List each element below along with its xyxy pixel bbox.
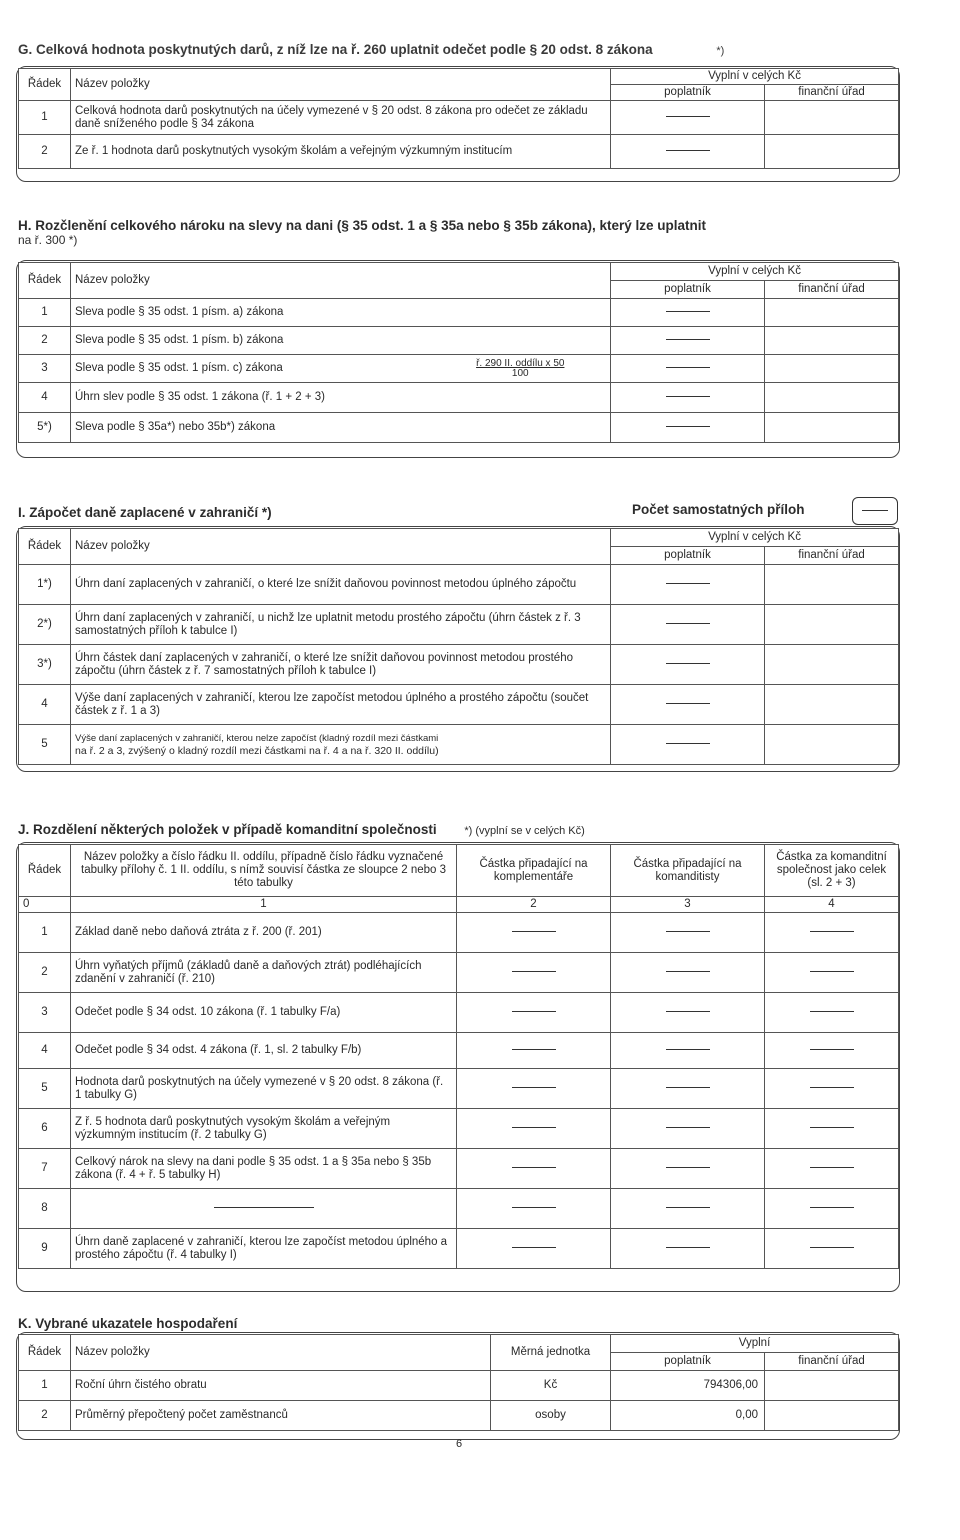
j-row8-col2-field[interactable] [457,1189,611,1229]
j-row1-col3-field[interactable] [611,913,765,953]
j-col-name: Název položky a číslo řádku II. oddílu, případně číslo řádku vyznačené tabulky přílohy č. 1 II. oddílu, s nímž souvisí částka ze sloupce 2 nebo 3 této tabulky [71,845,457,897]
section-g-note: *) [716,45,725,57]
j-row6-col4-field[interactable] [765,1109,899,1149]
table-row [19,645,899,685]
table-row [19,565,899,605]
section-i-title: I. Zápočet daně zaplacené v zahraničí *) [18,505,272,520]
j-row7-col2-field[interactable] [457,1149,611,1189]
table-row [19,299,899,327]
row-number: 3 [19,355,71,383]
i-row4-taxpayer-field[interactable] [611,685,765,725]
i-row5-label-a: Výše daní zaplacených v zahraničí, kterou nelze započíst (kladný rozdíl mezi částkami [75,732,439,744]
h-row5-taxpayer-field[interactable] [611,413,765,443]
row-number: 8 [19,1189,71,1229]
j-row4-col3-field[interactable] [611,1033,765,1069]
h-row2-taxpayer-field[interactable] [611,327,765,355]
row-label: Sleva podle § 35a*) nebo 35b*) zákona [71,413,611,443]
j-row8-label-field[interactable] [71,1189,457,1229]
i-col-row: Řádek [19,529,71,565]
i-col-taxpayer: poplatník [611,547,765,565]
j-row3-col3-field[interactable] [611,993,765,1033]
row-label: Odečet podle § 34 odst. 10 zákona (ř. 1 tabulky F/a) [71,993,457,1033]
k-row2-office-field [765,1401,899,1431]
row-label: Hodnota darů poskytnutých na účely vymezené v § 20 odst. 8 zákona (ř. 1 tabulky G) [71,1069,457,1109]
j-col-3: Částka připadající na komanditisty [611,845,765,897]
row-label: Úhrn daní zaplacených v zahraničí, o které lze snížit daňovou povinnost metodou úplného zápočtu [71,565,611,605]
table-row [19,605,899,645]
i-row2-taxpayer-field[interactable] [611,605,765,645]
row-number: 4 [19,685,71,725]
i-row1-office-field [765,565,899,605]
i-row1-taxpayer-field[interactable] [611,565,765,605]
h-row4-office-field [765,383,899,413]
row-label: Z ř. 5 hodnota darů poskytnutých vysokým školám a veřejným výzkumným institucím (ř. 2 tabulky G) [71,1109,457,1149]
row-label: Celková hodnota darů poskytnutých na účely vymezené v § 20 odst. 8 zákona pro odečet ze základu daně sníženého podle § 34 zákona [71,101,611,135]
section-j-title-text: J. Rozdělení některých položek v případě komanditní společnosti [18,822,437,837]
row-number: 1 [19,913,71,953]
i-row5-label-b: na ř. 2 a 3, zvýšený o kladný rozdíl mezi částkami na ř. 4 a na ř. 320 II. oddílu) [75,744,439,757]
h-row4-taxpayer-field[interactable] [611,383,765,413]
j-row2-col3-field[interactable] [611,953,765,993]
row-number: 1*) [19,565,71,605]
section-h-title-line2: na ř. 300 *) [18,233,78,247]
g-col-row: Řádek [19,69,71,101]
section-j-table [18,844,899,1269]
j-row2-col4-field[interactable] [765,953,899,993]
h-col-row: Řádek [19,263,71,299]
h-col-taxpayer: poplatník [611,281,765,299]
g-col-name: Název položky [71,69,611,101]
h-row5-office-field [765,413,899,443]
row-label: Roční úhrn čistého obratu [71,1371,491,1401]
j-row4-col2-field[interactable] [457,1033,611,1069]
j-col-2: Částka připadající na komplementáře [457,845,611,897]
i-row4-office-field [765,685,899,725]
j-row6-col3-field[interactable] [611,1109,765,1149]
section-j-title [18,822,585,837]
row-number: 2 [19,953,71,993]
row-number: 6 [19,1109,71,1149]
k-col-taxpayer: poplatník [611,1353,765,1371]
row-label: Úhrn vyňatých příjmů (základů daně a daňových ztrát) podléhajících zdanění v zahraničí (ř. 210) [71,953,457,993]
row-number: 5 [19,725,71,765]
j-col-4: Částka za komanditní společnost jako celek (sl. 2 + 3) [765,845,899,897]
row-label: Ze ř. 1 hodnota darů poskytnutých vysokým školám a veřejným výzkumným institucím [71,135,611,169]
row-number: 3 [19,993,71,1033]
j-row1-col4-field[interactable] [765,913,899,953]
g-row1-taxpayer-field[interactable] [611,101,765,135]
j-row3-col2-field[interactable] [457,993,611,1033]
j-row7-col4-field[interactable] [765,1149,899,1189]
row-number: 5*) [19,413,71,443]
row-number: 2 [19,327,71,355]
j-row7-col3-field[interactable] [611,1149,765,1189]
h-row3-formula-numerator: ř. 290 II. oddílu x 50 [476,357,565,369]
row-number: 2 [19,135,71,169]
table-row [19,685,899,725]
row-number: 2 [19,1401,71,1431]
j-row6-col2-field[interactable] [457,1109,611,1149]
g-row1-office-field [765,101,899,135]
j-row1-col2-field[interactable] [457,913,611,953]
i-row3-office-field [765,645,899,685]
h-row2-office-field [765,327,899,355]
k-row1-office-field [765,1371,899,1401]
j-row9-col3-field[interactable] [611,1229,765,1269]
row-label: Úhrn slev podle § 35 odst. 1 zákona (ř. 1 + 2 + 3) [71,383,611,413]
row-number: 1 [19,1371,71,1401]
section-k-title: K. Vybrané ukazatele hospodaření [18,1316,238,1331]
section-j-note: *) (vyplní se v celých Kč) [464,825,585,837]
row-label: Úhrn částek daní zaplacených v zahraničí, o které lze snížit daňovou povinnost metodou prostého zápočtu (úhrn částek z ř. 7 samostatných příloh k tabulce I) [71,645,611,685]
h-row3-formula-denominator: 100 [511,367,529,379]
i-row2-office-field [765,605,899,645]
h-row3-taxpayer-field[interactable] [611,355,765,383]
table-row [19,101,899,135]
g-col-taxpayer: poplatník [611,85,765,101]
h-row3-formula [431,355,611,383]
row-number: 3*) [19,645,71,685]
section-k-table [18,1334,899,1431]
section-h-title-line1: H. Rozčlenění celkového nároku na slevy na dani (§ 35 odst. 1 a § 35a nebo § 35b zákona), který lze uplatnit [18,218,706,233]
page-number: 6 [456,1438,463,1450]
k-col-name: Název položky [71,1335,491,1371]
table-row [19,1401,899,1431]
j-row9-col4-field[interactable] [765,1229,899,1269]
row-label: Základ daně nebo daňová ztráta z ř. 200 (ř. 201) [71,913,457,953]
j-row5-col2-field[interactable] [457,1069,611,1109]
table-row [19,413,899,443]
j-row2-col2-field[interactable] [457,953,611,993]
attachments-count-label: Počet samostatných příloh [632,502,805,517]
table-row [19,1109,899,1149]
row-number: 2*) [19,605,71,645]
section-i-table [18,528,899,765]
row-number: 5 [19,1069,71,1109]
table-row [19,1371,899,1401]
section-g-title-text: G. Celková hodnota poskytnutých darů, z níž lze na ř. 260 uplatnit odečet podle § 20 odst. 8 zákona [18,42,653,57]
row-unit: osoby [491,1401,611,1431]
k-col-fill: Vyplní [611,1335,899,1353]
row-label: Úhrn daně zaplacené v zahraničí, kterou lze započíst metodou úplného a prostého zápočtu (ř. 4 tabulky I) [71,1229,457,1269]
k-col-office: finanční úřad [765,1353,899,1371]
j-colnum-2: 2 [457,897,611,913]
k-row2-taxpayer-field[interactable]: 0,00 [611,1401,765,1431]
table-row [19,1069,899,1109]
h-col-fill: Vyplní v celých Kč [611,263,899,281]
i-col-fill: Vyplní v celých Kč [611,529,899,547]
j-row9-col2-field[interactable] [457,1229,611,1269]
j-row4-col4-field[interactable] [765,1033,899,1069]
h-row1-office-field [765,299,899,327]
row-number: 1 [19,101,71,135]
row-number: 4 [19,383,71,413]
row-unit: Kč [491,1371,611,1401]
table-row [19,1033,899,1069]
i-row3-taxpayer-field[interactable] [611,645,765,685]
j-row8-col4-field[interactable] [765,1189,899,1229]
k-col-unit: Měrná jednotka [491,1335,611,1371]
section-g-table [18,68,899,169]
i-row5-taxpayer-field[interactable] [611,725,765,765]
i-row5-office-field [765,725,899,765]
table-row [19,1229,899,1269]
row-label: Sleva podle § 35 odst. 1 písm. b) zákona [71,327,611,355]
table-row [19,1189,899,1229]
g-row2-taxpayer-field[interactable] [611,135,765,169]
row-label: Úhrn daní zaplacených v zahraničí, u nichž lze uplatnit metodu prostého zápočtu (úhrn částek z ř. 3 samostatných příloh k tabulce I) [71,605,611,645]
j-row5-col3-field[interactable] [611,1069,765,1109]
j-colnum-1: 1 [71,897,457,913]
table-row [19,355,899,383]
section-h-title [18,218,706,247]
row-label: Průměrný přepočtený počet zaměstnanců [71,1401,491,1431]
row-label [71,725,611,765]
g-col-fill: Vyplní v celých Kč [611,69,899,85]
row-label: Odečet podle § 34 odst. 4 zákona (ř. 1, sl. 2 tabulky F/b) [71,1033,457,1069]
i-col-name: Název položky [71,529,611,565]
i-col-office: finanční úřad [765,547,899,565]
section-g-title [18,42,724,57]
row-number: 4 [19,1033,71,1069]
table-row [19,725,899,765]
row-label: Výše daní zaplacených v zahraničí, kterou lze započíst metodou úplného a prostého zápočtu (součet částek z ř. 1 a 3) [71,685,611,725]
h-col-name: Název položky [71,263,611,299]
j-row3-col4-field[interactable] [765,993,899,1033]
attachments-count-field[interactable] [852,497,898,525]
table-row [19,383,899,413]
g-col-office: finanční úřad [765,85,899,101]
g-row2-office-field [765,135,899,169]
row-number: 1 [19,299,71,327]
h-col-office: finanční úřad [765,281,899,299]
table-row [19,993,899,1033]
row-number: 9 [19,1229,71,1269]
row-label: Sleva podle § 35 odst. 1 písm. a) zákona [71,299,611,327]
j-colnum-3: 3 [611,897,765,913]
h-row3-office-field [765,355,899,383]
j-row8-col3-field[interactable] [611,1189,765,1229]
table-row [19,135,899,169]
j-row5-col4-field[interactable] [765,1069,899,1109]
h-row1-taxpayer-field[interactable] [611,299,765,327]
j-col-row: Řádek [19,845,71,897]
table-row [19,953,899,993]
k-col-row: Řádek [19,1335,71,1371]
row-label: Celkový nárok na slevy na dani podle § 35 odst. 1 a § 35a nebo § 35b zákona (ř. 4 + ř. 5 tabulky H) [71,1149,457,1189]
k-row1-taxpayer-field[interactable]: 794306,00 [611,1371,765,1401]
j-colnum-0: 0 [19,897,71,913]
table-row [19,913,899,953]
row-number: 7 [19,1149,71,1189]
table-row [19,327,899,355]
j-colnum-4: 4 [765,897,899,913]
section-h-table [18,262,899,443]
table-row [19,1149,899,1189]
row-label: Sleva podle § 35 odst. 1 písm. c) zákona [71,355,431,383]
